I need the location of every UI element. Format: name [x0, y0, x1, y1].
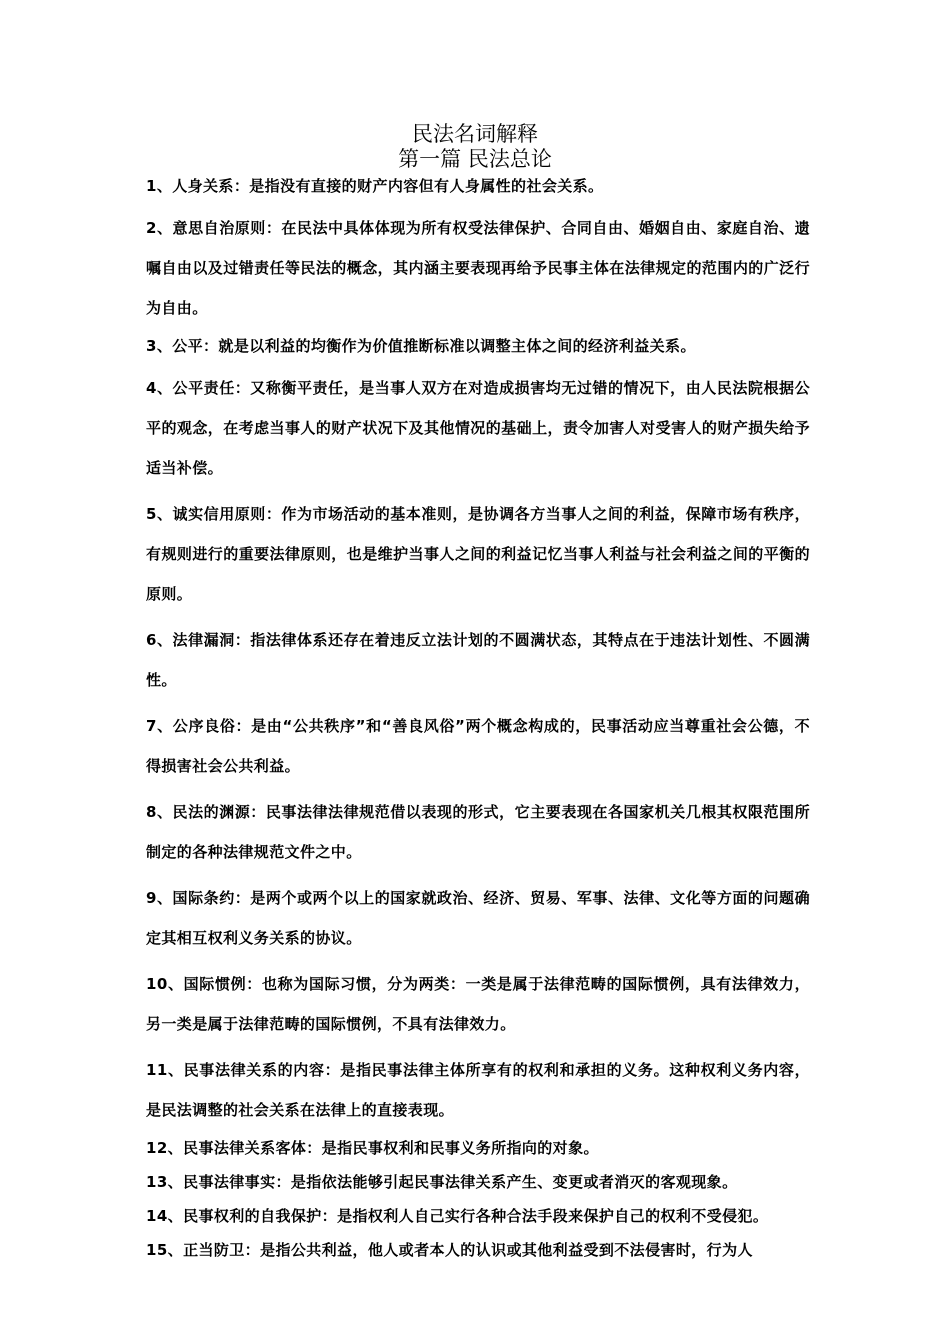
definition-entry: 7、公序良俗：是由“公共秩序”和“善良风俗”两个概念构成的，民事活动应当尊重社会公德，不得损害社会公共利益。 — [146, 717, 810, 775]
definitions-list — [146, 174, 810, 1272]
definition-entry: 14、民事权利的自我保护：是指权利人自己实行各种合法手段来保护自己的权利不受侵犯。 — [146, 1207, 769, 1225]
document-title: 民法名词解释 — [412, 122, 538, 146]
definition-entry: 3、公平：就是以利益的均衡作为价值推断标准以调整主体之间的经济利益关系。 — [146, 337, 696, 355]
chapter-title: 第一篇 民法总论 — [398, 147, 552, 171]
definition-entry: 11、民事法律关系的内容：是指民事法律主体所享有的权利和承担的义务。这种权利义务内容，是民法调整的社会关系在法律上的直接表现。 — [146, 1061, 810, 1119]
definition-entry: 5、诚实信用原则：作为市场活动的基本准则，是协调各方当事人之间的利益，保障市场有秩序，有规则进行的重要法律原则，也是维护当事人之间的利益记忆当事人利益与社会利益之间的平衡的原则。 — [146, 505, 810, 603]
definition-entry: 12、民事法律关系客体：是指民事权利和民事义务所指向的对象。 — [146, 1139, 599, 1157]
definition-entry: 2、意思自治原则：在民法中具体体现为所有权受法律保护、合同自由、婚姻自由、家庭自治、遗嘱自由以及过错责任等民法的概念，其内涵主要表现再给予民事主体在法律规定的范围内的广泛行为自由。 — [146, 219, 810, 317]
definition-entry: 13、民事法律事实：是指依法能够引起民事法律关系产生、变更或者消灭的客观现象。 — [146, 1173, 738, 1191]
definition-entry: 15、正当防卫：是指公共利益，他人或者本人的认识或其他利益受到不法侵害时，行为人 — [146, 1241, 753, 1259]
definition-entry: 4、公平责任：又称衡平责任，是当事人双方在对造成损害均无过错的情况下，由人民法院根据公平的观念，在考虑当事人的财产状况下及其他情况的基础上，责令加害人对受害人的财产损失给予适当补偿。 — [146, 379, 810, 477]
definition-entry: 10、国际惯例：也称为国际习惯，分为两类：一类是属于法律范畴的国际惯例，具有法律效力，另一类是属于法律范畴的国际惯例，不具有法律效力。 — [146, 975, 810, 1033]
definition-entry: 8、民法的渊源：民事法律法律规范借以表现的形式，它主要表现在各国家机关几根其权限范围所制定的各种法律规范文件之中。 — [146, 803, 810, 861]
definition-entry: 9、国际条约：是两个或两个以上的国家就政治、经济、贸易、军事、法律、文化等方面的问题确定其相互权利义务关系的协议。 — [146, 889, 810, 947]
definition-entry: 1、人身关系：是指没有直接的财产内容但有人身属性的社会关系。 — [146, 177, 604, 195]
definition-entry: 6、法律漏洞：指法律体系还存在着违反立法计划的不圆满状态，其特点在于违法计划性、不圆满性。 — [146, 631, 810, 689]
